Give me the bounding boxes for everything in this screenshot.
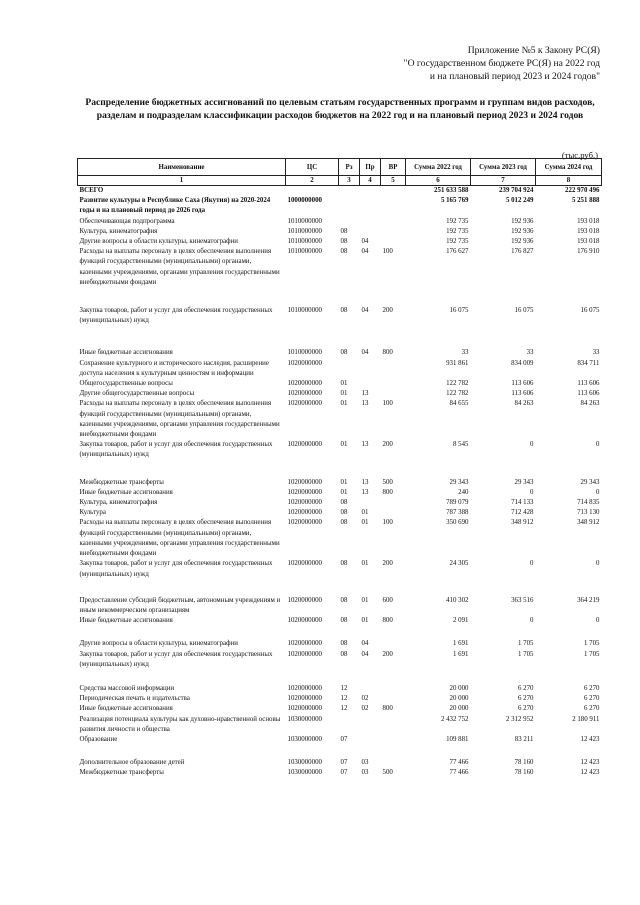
- cell-sum-2023: 192 936: [511, 238, 534, 246]
- cell-sum-2022: 5 165 769: [440, 197, 469, 205]
- cell-cs: 1010000000: [287, 307, 322, 315]
- table-row: [78, 559, 602, 595]
- cell-vr: 800: [382, 705, 393, 713]
- cell-sum-2022: 33: [461, 349, 469, 357]
- header-sum-2024: Сумма 2024 год: [536, 159, 602, 176]
- cell-rz: 12: [340, 705, 348, 713]
- cell-sum-2023: 6 270: [517, 695, 534, 703]
- cell-name: ВСЕГО: [79, 187, 104, 194]
- cell-cs: 1030000000: [287, 735, 322, 743]
- cell-rz: 08: [340, 349, 348, 357]
- cell-sum-2022: 84 655: [449, 400, 469, 408]
- cell-rz: 08: [340, 617, 348, 625]
- cell-pr: [360, 684, 381, 694]
- cell-name: Иные бюджетные ассигнования: [79, 488, 173, 496]
- cell-sum-2023: 0: [530, 560, 534, 568]
- cell-vr: [381, 684, 406, 694]
- table-row: [78, 227, 602, 237]
- cell-vr: 800: [382, 617, 393, 625]
- table-row: [78, 399, 602, 440]
- cell-rz: 01: [340, 390, 348, 398]
- cell-name: Расходы на выплаты персоналу в целях обеспечения выполнения функций государственными (муниципальными) органами, казенными учреждениями, органами управления государственными внебюджетными фондами: [79, 519, 280, 558]
- cell-rz: 08: [340, 519, 348, 527]
- cell-sum-2023: 78 160: [514, 769, 534, 777]
- cell-name: Иные бюджетные ассигнования: [79, 705, 173, 713]
- cell-sum-2023: 6 270: [517, 705, 534, 713]
- cell-sum-2023: 1 705: [517, 640, 534, 648]
- cell-vr: 500: [382, 478, 393, 486]
- cell-cs: [286, 186, 339, 197]
- cell-pr: 04: [361, 650, 369, 658]
- table-header-row: [78, 159, 602, 176]
- cell-vr: [381, 237, 406, 247]
- cell-sum-2023: 834 009: [511, 359, 534, 367]
- cell-sum-2023: 84 263: [514, 400, 534, 408]
- cell-vr: [381, 359, 406, 379]
- cell-sum-2024: 0: [596, 441, 600, 449]
- table-row: [78, 488, 602, 498]
- cell-sum-2022: 8 545: [452, 441, 469, 449]
- cell-sum-2023: 348 912: [511, 519, 534, 527]
- cell-rz: 12: [340, 684, 348, 692]
- document-title: Распределение бюджетных ассигнований по целевым статьям государственных программ и группам видов расходов, разделам и подразделам классификации расходов бюджетов на 2022 год и на плановый период 2023 и 2024 годов: [85, 97, 595, 121]
- cell-sum-2024: 364 219: [577, 596, 600, 604]
- cell-sum-2023: 192 936: [511, 227, 534, 235]
- table-row: [78, 217, 602, 227]
- cell-pr: 13: [361, 441, 369, 449]
- cell-sum-2023: 0: [530, 488, 534, 496]
- cell-name: Иные бюджетные ассигнования: [79, 617, 173, 625]
- appendix-line-1: Приложение №5 к Закону РС(Я): [467, 45, 600, 56]
- cell-sum-2024: 0: [596, 560, 600, 568]
- cell-cs: 1020000000: [287, 596, 322, 604]
- cell-sum-2024: 0: [596, 488, 600, 496]
- cell-rz: [339, 217, 360, 227]
- cell-sum-2022: 176 627: [446, 248, 469, 256]
- cell-rz: 01: [340, 478, 348, 486]
- cell-sum-2022: 931 861: [446, 359, 469, 367]
- cell-pr: 01: [361, 509, 369, 517]
- cell-name: Закупка товаров, работ и услуг для обеспечения государственных (муниципальных) нужд: [79, 560, 273, 578]
- cell-pr: [360, 715, 381, 735]
- cell-rz: 08: [340, 560, 348, 568]
- cell-sum-2024: 12 423: [580, 769, 600, 777]
- cell-pr: 04: [361, 248, 369, 256]
- cell-name: Другие вопросы в области культуры, кинематографии: [79, 640, 238, 648]
- cell-sum-2024: 1 705: [583, 650, 600, 658]
- cell-rz: 08: [340, 499, 348, 507]
- cell-pr: 13: [361, 478, 369, 486]
- cell-name: Закупка товаров, работ и услуг для обеспечения государственных (муниципальных) нужд: [79, 650, 273, 668]
- cell-rz: 08: [340, 596, 348, 604]
- cell-sum-2023: 1 705: [517, 650, 534, 658]
- cell-vr: [381, 715, 406, 735]
- cell-vr: [381, 508, 406, 518]
- cell-pr: 01: [361, 617, 369, 625]
- cell-sum-2023: 113 606: [511, 380, 534, 388]
- cell-cs: 1020000000: [287, 390, 322, 398]
- cell-sum-2022: 410 302: [446, 596, 469, 604]
- cell-name: Иные бюджетные ассигнования: [79, 349, 173, 357]
- cell-cs: 1010000000: [287, 227, 322, 235]
- cell-sum-2024: 113 606: [577, 380, 600, 388]
- cell-vr: 200: [382, 441, 393, 449]
- cell-name: Реализация потенциала культуры как духовно-нравственной основы развития личности и общества: [79, 715, 281, 733]
- table-row: [78, 379, 602, 389]
- cell-vr: 100: [382, 400, 393, 408]
- cell-pr: [360, 196, 381, 216]
- cell-sum-2022: 2 091: [452, 617, 469, 625]
- cell-pr: 03: [361, 759, 369, 767]
- cell-sum-2022: 240: [458, 488, 469, 496]
- col-number: 4: [360, 176, 381, 186]
- cell-sum-2024: 348 912: [577, 519, 600, 527]
- cell-sum-2022: 789 079: [446, 499, 469, 507]
- cell-pr: 04: [361, 238, 369, 246]
- cell-sum-2024: 0: [596, 617, 600, 625]
- appendix-line-3: и на плановый период 2023 и 2024 годов": [429, 71, 600, 82]
- cell-sum-2022: 251 633 588: [434, 187, 469, 194]
- cell-sum-2024: 16 075: [580, 307, 600, 315]
- table-body: [78, 186, 602, 779]
- cell-cs: 1000000000: [287, 197, 322, 205]
- table-row: [78, 389, 602, 399]
- cell-sum-2023: 0: [530, 441, 534, 449]
- cell-pr: 04: [361, 349, 369, 357]
- header-sum-2022: Сумма 2022 год: [406, 159, 471, 176]
- cell-sum-2023: 29 343: [514, 478, 534, 486]
- col-number: 6: [406, 176, 471, 186]
- cell-sum-2022: 787 388: [446, 509, 469, 517]
- cell-rz: 08: [340, 509, 348, 517]
- col-number: 1: [78, 176, 286, 186]
- cell-sum-2024: 84 263: [580, 400, 600, 408]
- cell-sum-2023: 83 211: [514, 735, 534, 743]
- cell-rz: 08: [340, 227, 348, 235]
- cell-cs: 1010000000: [287, 217, 322, 225]
- cell-rz: [339, 359, 360, 379]
- cell-sum-2023: 192 936: [511, 217, 534, 225]
- cell-sum-2024: 6 270: [583, 684, 600, 692]
- cell-name: Средства массовой информации: [79, 684, 175, 692]
- cell-sum-2022: 192 735: [446, 227, 469, 235]
- cell-vr: 800: [382, 488, 393, 496]
- cell-pr: 02: [361, 705, 369, 713]
- cell-cs: 1020000000: [287, 499, 322, 507]
- cell-vr: 800: [382, 349, 393, 357]
- cell-sum-2023: 176 827: [511, 248, 534, 256]
- cell-sum-2023: 2 312 952: [505, 715, 534, 723]
- cell-sum-2022: 2 432 752: [440, 715, 469, 723]
- cell-sum-2023: 712 428: [511, 509, 534, 517]
- cell-sum-2024: 6 270: [583, 695, 600, 703]
- cell-sum-2023: 113 606: [511, 390, 534, 398]
- cell-cs: 1010000000: [287, 248, 322, 256]
- table-row: [78, 758, 602, 768]
- cell-vr: 200: [382, 560, 393, 568]
- table-row: [78, 237, 602, 247]
- cell-sum-2024: 222 970 496: [565, 187, 600, 194]
- cell-pr: [360, 217, 381, 227]
- table-row: [78, 715, 602, 735]
- cell-pr: 02: [361, 695, 369, 703]
- cell-name: Закупка товаров, работ и услуг для обеспечения государственных (муниципальных) нужд: [79, 307, 273, 325]
- cell-name: Культура, кинематография: [79, 227, 158, 235]
- cell-vr: [381, 186, 406, 197]
- cell-sum-2023: 33: [526, 349, 534, 357]
- cell-sum-2022: 1 691: [452, 640, 469, 648]
- col-number: 3: [339, 176, 360, 186]
- cell-pr: [360, 379, 381, 389]
- cell-name: Периодическая печать и издательства: [79, 695, 190, 703]
- cell-sum-2024: 113 606: [577, 390, 600, 398]
- cell-sum-2022: 20 000: [449, 705, 469, 713]
- cell-cs: 1020000000: [287, 380, 322, 388]
- header-name: Наименование: [78, 159, 286, 176]
- cell-vr: [381, 498, 406, 508]
- cell-sum-2024: 714 835: [577, 499, 600, 507]
- table-row: [78, 650, 602, 684]
- cell-pr: 13: [361, 488, 369, 496]
- cell-vr: 200: [382, 650, 393, 658]
- cell-name: Образование: [79, 735, 118, 743]
- budget-table: [77, 158, 602, 779]
- cell-sum-2024: 29 343: [580, 478, 600, 486]
- cell-rz: 01: [340, 400, 348, 408]
- header-sum-2023: Сумма 2023 год: [471, 159, 536, 176]
- cell-vr: [381, 735, 406, 758]
- cell-cs: 1020000000: [287, 509, 322, 517]
- appendix-line-2: "О государственном бюджете РС(Я) на 2022 год: [403, 58, 600, 69]
- cell-vr: [381, 639, 406, 649]
- column-number-row: [78, 176, 602, 186]
- cell-pr: [360, 227, 381, 237]
- cell-cs: 1020000000: [287, 519, 322, 527]
- cell-sum-2024: 193 018: [577, 238, 600, 246]
- cell-name: Расходы на выплаты персоналу в целях обеспечения выполнения функций государственными (муниципальными) органами, казенными учреждениями, органами управления государственными внебюджетными фондами: [79, 400, 280, 439]
- cell-pr: [360, 359, 381, 379]
- cell-vr: [381, 694, 406, 704]
- cell-rz: 07: [340, 759, 348, 767]
- cell-pr: 13: [361, 390, 369, 398]
- cell-rz: [339, 715, 360, 735]
- cell-cs: 1020000000: [287, 478, 322, 486]
- table-row: [78, 498, 602, 508]
- header-rz: Рз: [339, 159, 360, 176]
- cell-vr: [381, 196, 406, 216]
- cell-sum-2023: 363 516: [511, 596, 534, 604]
- cell-sum-2024: 193 018: [577, 227, 600, 235]
- cell-name: Общегосударственные вопросы: [79, 380, 173, 388]
- cell-sum-2023: 239 704 924: [499, 187, 534, 194]
- table-row: [78, 247, 602, 306]
- table-row: [78, 306, 602, 348]
- table-row: [78, 735, 602, 758]
- cell-sum-2023: 78 160: [514, 759, 534, 767]
- cell-sum-2023: 714 133: [511, 499, 534, 507]
- cell-name: Межбюджетные трансферты: [79, 769, 164, 777]
- cell-cs: 1030000000: [287, 769, 322, 777]
- cell-cs: 1010000000: [287, 238, 322, 246]
- table-row: [78, 440, 602, 477]
- cell-sum-2024: 33: [592, 349, 600, 357]
- cell-rz: 08: [340, 640, 348, 648]
- table-row: [78, 768, 602, 778]
- cell-rz: 08: [340, 248, 348, 256]
- cell-pr: 03: [361, 769, 369, 777]
- table-row: [78, 704, 602, 714]
- cell-rz: [339, 186, 360, 197]
- cell-pr: 01: [361, 560, 369, 568]
- cell-vr: 100: [382, 519, 393, 527]
- cell-vr: [381, 227, 406, 237]
- cell-name: Предоставление субсидий бюджетным, автономным учреждениям и иным некоммерческим организациям: [79, 596, 281, 614]
- table-row: [78, 639, 602, 649]
- cell-sum-2024: 12 423: [580, 735, 600, 743]
- cell-cs: 1020000000: [287, 617, 322, 625]
- cell-sum-2024: 176 910: [577, 248, 600, 256]
- cell-sum-2022: 20 000: [449, 695, 469, 703]
- col-number: 2: [286, 176, 339, 186]
- cell-sum-2022: 24 305: [449, 560, 469, 568]
- cell-name: Другие вопросы в области культуры, кинематографии: [79, 238, 238, 246]
- table-row: [78, 348, 602, 358]
- table-row: [78, 518, 602, 559]
- cell-rz: 08: [340, 650, 348, 658]
- cell-cs: 1020000000: [287, 400, 322, 408]
- cell-cs: 1020000000: [287, 560, 322, 568]
- cell-pr: 04: [361, 640, 369, 648]
- header-vr: ВР: [381, 159, 406, 176]
- cell-name: Обеспечивающая подпрограмма: [79, 217, 175, 225]
- cell-cs: 1020000000: [287, 359, 322, 367]
- cell-cs: 1020000000: [287, 640, 322, 648]
- col-number: 8: [536, 176, 602, 186]
- cell-cs: 1030000000: [287, 759, 322, 767]
- appendix-heading: [404, 44, 600, 83]
- cell-name: Культура: [79, 509, 106, 517]
- cell-sum-2022: 122 782: [446, 390, 469, 398]
- table-row: [78, 684, 602, 694]
- cell-cs: 1020000000: [287, 705, 322, 713]
- cell-cs: 1030000000: [287, 715, 322, 723]
- cell-name: Другие общегосударственные вопросы: [79, 390, 195, 398]
- cell-pr: 04: [361, 307, 369, 315]
- table-row: [78, 616, 602, 639]
- cell-vr: 100: [382, 248, 393, 256]
- col-number: 7: [471, 176, 536, 186]
- cell-cs: 1020000000: [287, 488, 322, 496]
- cell-vr: [381, 758, 406, 768]
- cell-pr: 01: [361, 596, 369, 604]
- cell-vr: [381, 379, 406, 389]
- header-pr: Пр: [360, 159, 381, 176]
- cell-sum-2024: 12 423: [580, 759, 600, 767]
- table-row: [78, 478, 602, 488]
- cell-sum-2024: 713 130: [577, 509, 600, 517]
- cell-pr: [360, 735, 381, 758]
- cell-sum-2024: 5 251 888: [571, 197, 600, 205]
- cell-pr: [360, 186, 381, 197]
- cell-sum-2024: 834 711: [577, 359, 600, 367]
- cell-name: Расходы на выплаты персоналу в целях обеспечения выполнения функций государственными (муниципальными) органами, казенными учреждениями, органами управления государственными внебюджетными фондами: [79, 248, 280, 286]
- cell-rz: 07: [340, 769, 348, 777]
- cell-sum-2022: 16 075: [449, 307, 469, 315]
- cell-name: Дополнительное образование детей: [79, 759, 185, 767]
- cell-rz: 12: [340, 695, 348, 703]
- cell-vr: 200: [382, 307, 393, 315]
- cell-sum-2023: 6 270: [517, 684, 534, 692]
- cell-sum-2023: 0: [530, 617, 534, 625]
- cell-sum-2022: 192 735: [446, 238, 469, 246]
- cell-sum-2022: 77 466: [449, 759, 469, 767]
- cell-sum-2022: 1 691: [452, 650, 469, 658]
- cell-sum-2022: 20 000: [449, 684, 469, 692]
- table-row: [78, 596, 602, 616]
- cell-sum-2023: 16 075: [514, 307, 534, 315]
- cell-name: Сохранение культурного и исторического наследия, расширение доступа населения к культурным ценностям и информации: [79, 359, 269, 377]
- cell-rz: 01: [340, 441, 348, 449]
- cell-vr: [381, 389, 406, 399]
- cell-rz: 07: [340, 735, 348, 743]
- cell-rz: 08: [340, 307, 348, 315]
- cell-sum-2022: 109 881: [446, 735, 469, 743]
- cell-pr: [360, 498, 381, 508]
- cell-pr: 13: [361, 400, 369, 408]
- cell-vr: 500: [382, 769, 393, 777]
- cell-vr: 600: [382, 596, 393, 604]
- cell-vr: [381, 217, 406, 227]
- cell-pr: 01: [361, 519, 369, 527]
- cell-cs: 1020000000: [287, 650, 322, 658]
- cell-name: Межбюджетные трансферты: [79, 478, 164, 486]
- cell-name: Закупка товаров, работ и услуг для обеспечения государственных (муниципальных) нужд: [79, 441, 273, 459]
- cell-cs: 1010000000: [287, 349, 322, 357]
- table-row: [78, 508, 602, 518]
- cell-sum-2024: 193 018: [577, 217, 600, 225]
- cell-cs: 1020000000: [287, 684, 322, 692]
- cell-cs: 1020000000: [287, 441, 322, 449]
- cell-rz: 01: [340, 380, 348, 388]
- col-number: 5: [381, 176, 406, 186]
- table-row: [78, 196, 602, 216]
- cell-rz: 08: [340, 238, 348, 246]
- table-row: [78, 359, 602, 379]
- cell-sum-2022: 350 690: [446, 519, 469, 527]
- table-row: [78, 186, 602, 197]
- cell-rz: [339, 196, 360, 216]
- cell-sum-2023: 5 012 249: [505, 197, 534, 205]
- table-row: [78, 694, 602, 704]
- cell-name: Развитие культуры в Республике Саха (Якутия) на 2020-2024 годы и на плановый период до 2026 года: [79, 197, 271, 215]
- cell-rz: 01: [340, 488, 348, 496]
- cell-sum-2022: 77 466: [449, 769, 469, 777]
- cell-sum-2022: 29 343: [449, 478, 469, 486]
- cell-sum-2024: 6 270: [583, 705, 600, 713]
- header-cs: ЦС: [286, 159, 339, 176]
- cell-cs: 1020000000: [287, 695, 322, 703]
- cell-sum-2024: 1 705: [583, 640, 600, 648]
- cell-sum-2024: 2 180 911: [572, 715, 600, 723]
- units-label: (тыс.руб.): [561, 150, 598, 160]
- cell-sum-2022: 122 782: [446, 380, 469, 388]
- cell-name: Культура, кинематография: [79, 499, 158, 507]
- cell-sum-2022: 192 735: [446, 217, 469, 225]
